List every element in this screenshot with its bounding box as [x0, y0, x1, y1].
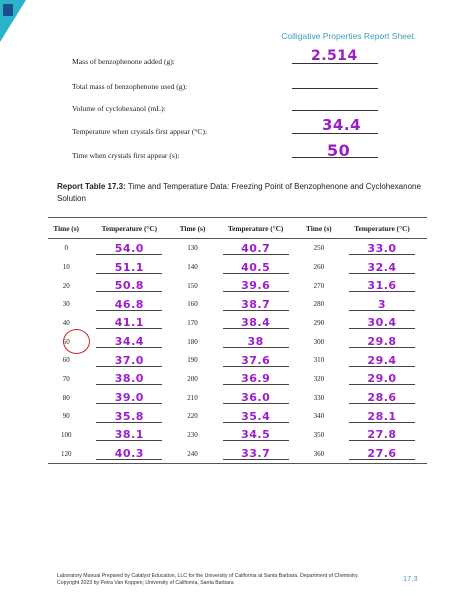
bookmark-icon — [3, 4, 13, 16]
temperature-value: 37.6 — [241, 353, 271, 367]
time-cell: 150 — [187, 281, 198, 290]
temperature-input-line[interactable] — [349, 426, 415, 441]
temperature-value: 50.8 — [114, 279, 144, 293]
temperature-value: 35.8 — [114, 409, 144, 423]
time-cell: 20 — [62, 281, 70, 290]
footer-line-1: Laboratory Manual Prepared by Catalyst Education, LLC for the University of California at Santa Barbara, Department of Chemistry. — [57, 573, 359, 579]
table-row — [48, 276, 427, 295]
time-cell: 80 — [62, 393, 70, 402]
temperature-value: 40.3 — [114, 447, 144, 461]
temperature-cell — [211, 388, 301, 407]
header-time-2: Time (s) — [174, 218, 210, 239]
time-cell: 50 — [62, 337, 70, 346]
temperature-cell — [84, 295, 174, 314]
time-cell: 0 — [64, 244, 68, 253]
table-row — [48, 239, 427, 258]
temperature-cell — [84, 388, 174, 407]
temperature-value: 30.4 — [367, 316, 397, 330]
time-cell: 130 — [187, 244, 198, 253]
time-cell: 330 — [313, 393, 325, 402]
temperature-input-line[interactable] — [96, 333, 162, 348]
table-row — [48, 407, 427, 426]
temperature-cell — [211, 314, 301, 333]
temperature-cell — [211, 426, 301, 445]
temperature-input-line[interactable] — [349, 314, 415, 329]
temperature-value: 40.5 — [241, 260, 271, 274]
time-cell: 250 — [313, 244, 325, 253]
time-cell: 100 — [60, 430, 72, 439]
table-row — [48, 444, 427, 463]
temperature-value: 31.6 — [367, 279, 397, 293]
temperature-value: 32.4 — [367, 260, 397, 274]
field-label-temperature: Temperature when crystals first appear (°C): — [72, 127, 208, 136]
temperature-input-line[interactable] — [96, 296, 162, 311]
temperature-input-line[interactable] — [349, 352, 415, 367]
temperature-input-line[interactable] — [96, 426, 162, 441]
table-row — [48, 295, 427, 314]
field-value-temperature: 34.4 — [322, 116, 362, 134]
temperature-input-line[interactable] — [349, 277, 415, 292]
page-number: 17.3 — [403, 574, 418, 583]
footer-line-2: Copyright 2023 by Petra Van Koppen; University of California, Santa Barbara — [57, 580, 234, 586]
temperature-cell — [337, 258, 427, 277]
temperature-input-line[interactable] — [223, 296, 289, 311]
time-cell: 40 — [62, 318, 70, 327]
table-header-row — [48, 218, 427, 239]
temperature-value: 37.0 — [114, 353, 144, 367]
temperature-cell — [337, 426, 427, 445]
temperature-input-line[interactable] — [223, 314, 289, 329]
temperature-cell — [84, 258, 174, 277]
time-cell: 120 — [48, 444, 84, 463]
header-temp-2: Temperature (°C) — [211, 218, 301, 239]
field-value-mass-added: 2.514 — [311, 48, 358, 64]
time-cell: 200 — [187, 374, 198, 383]
temperature-input-line[interactable] — [349, 240, 415, 255]
field-label-time: Time when crystals first appear (s): — [72, 151, 180, 160]
temperature-cell — [84, 239, 174, 258]
temperature-value: 38.4 — [241, 316, 271, 330]
temperature-input-line[interactable] — [223, 426, 289, 441]
temperature-input-line[interactable] — [349, 333, 415, 348]
temperature-cell — [337, 314, 427, 333]
temperature-input-line[interactable] — [223, 389, 289, 404]
time-cell: 170 — [187, 318, 198, 327]
temperature-input-line[interactable] — [223, 445, 289, 460]
time-cell: 210 — [187, 393, 198, 402]
header-temp-1: Temperature (°C) — [84, 218, 174, 239]
time-cell: 140 — [187, 263, 198, 272]
time-cell: 220 — [187, 412, 198, 421]
temperature-value: 35.4 — [241, 409, 271, 423]
temperature-input-line[interactable] — [96, 352, 162, 367]
table-row — [48, 332, 427, 351]
temperature-value: 29.4 — [367, 353, 397, 367]
field-label-total-mass: Total mass of benzophenone used (g): — [72, 82, 188, 91]
temperature-cell — [211, 370, 301, 389]
temperature-input-line[interactable] — [349, 296, 415, 311]
temperature-value: 38.1 — [114, 428, 144, 442]
temperature-value: 29.8 — [367, 335, 397, 349]
temperature-value: 38.0 — [114, 372, 144, 386]
temperature-cell — [211, 444, 301, 463]
temperature-value: 36.0 — [241, 391, 271, 405]
field-line-volume[interactable] — [292, 110, 378, 111]
temperature-value: 38.7 — [241, 297, 271, 311]
time-cell: 270 — [313, 281, 325, 290]
temperature-value: 40.7 — [241, 241, 271, 255]
temperature-input-line[interactable] — [223, 408, 289, 423]
temperature-cell — [84, 370, 174, 389]
time-cell: 180 — [187, 337, 198, 346]
field-value-time: 50 — [327, 141, 351, 160]
time-cell: 30 — [62, 300, 70, 309]
time-cell: 60 — [62, 356, 70, 365]
temperature-cell — [84, 332, 174, 351]
temperature-value: 34.4 — [114, 335, 144, 349]
table-caption — [57, 181, 437, 205]
temperature-value: 27.6 — [367, 447, 397, 461]
temperature-cell — [211, 332, 301, 351]
temperature-value: 39.6 — [241, 279, 271, 293]
footer — [57, 573, 427, 587]
temperature-cell — [337, 295, 427, 314]
temperature-input-line[interactable] — [96, 259, 162, 274]
temperature-cell — [84, 407, 174, 426]
time-cell: 290 — [313, 318, 325, 327]
temperature-input-line[interactable] — [349, 389, 415, 404]
temperature-value: 36.9 — [241, 372, 271, 386]
time-cell: 190 — [187, 356, 198, 365]
time-cell: 280 — [313, 300, 325, 309]
temperature-cell — [211, 258, 301, 277]
temperature-cell — [211, 295, 301, 314]
temperature-cell — [337, 351, 427, 370]
temperature-input-line[interactable] — [223, 352, 289, 367]
time-cell: 240 — [174, 444, 210, 463]
temperature-cell — [337, 407, 427, 426]
table-row — [48, 314, 427, 333]
header-time-1: Time (s) — [48, 218, 84, 239]
temperature-input-line[interactable] — [96, 445, 162, 460]
temperature-input-line[interactable] — [96, 389, 162, 404]
table-row — [48, 388, 427, 407]
temperature-input-line[interactable] — [349, 259, 415, 274]
temperature-value: 51.1 — [114, 260, 144, 274]
temperature-cell — [337, 388, 427, 407]
temperature-value: 28.1 — [367, 409, 397, 423]
temperature-input-line[interactable] — [223, 259, 289, 274]
temperature-value: 54.0 — [114, 241, 144, 255]
table-row — [48, 370, 427, 389]
temperature-input-line[interactable] — [223, 277, 289, 292]
temperature-cell — [84, 314, 174, 333]
temperature-cell — [211, 239, 301, 258]
header-temp-3: Temperature (°C) — [337, 218, 427, 239]
temperature-input-line[interactable] — [349, 370, 415, 385]
temperature-cell — [211, 276, 301, 295]
temperature-input-line[interactable] — [96, 277, 162, 292]
highlight-circle — [63, 329, 90, 354]
temperature-value: 33.7 — [241, 447, 271, 461]
caption-text: Time and Temperature Data: Freezing Point of Benzophenone and Cyclohexanone Solution — [57, 182, 421, 203]
table-row — [48, 258, 427, 277]
temperature-value: 46.8 — [114, 297, 144, 311]
temperature-cell — [337, 370, 427, 389]
time-cell: 260 — [313, 263, 325, 272]
temperature-input-line[interactable] — [96, 314, 162, 329]
time-cell: 70 — [62, 374, 70, 383]
time-cell: 90 — [62, 412, 70, 421]
temperature-value: 3 — [377, 297, 387, 311]
table-row — [48, 426, 427, 445]
temperature-cell — [337, 444, 427, 463]
time-cell: 160 — [187, 300, 198, 309]
caption-label: Report Table 17.3: — [57, 182, 126, 191]
data-table — [48, 217, 427, 464]
temperature-input-line[interactable] — [96, 240, 162, 255]
temperature-cell — [337, 332, 427, 351]
time-cell: 340 — [313, 412, 325, 421]
field-label-volume: Volume of cyclohexanol (mL): — [72, 104, 166, 113]
temperature-input-line[interactable] — [349, 445, 415, 460]
temperature-cell — [211, 407, 301, 426]
field-label-mass-added: Mass of benzophenone added (g): — [72, 57, 175, 66]
temperature-value: 39.0 — [114, 391, 144, 405]
time-cell: 10 — [62, 263, 70, 272]
temperature-value: 28.6 — [367, 391, 397, 405]
field-line-total-mass[interactable] — [292, 88, 378, 89]
temperature-cell — [211, 351, 301, 370]
temperature-input-line[interactable] — [96, 370, 162, 385]
temperature-value: 33.0 — [367, 241, 397, 255]
time-cell: 350 — [313, 430, 325, 439]
temperature-cell — [84, 351, 174, 370]
time-cell: 230 — [187, 430, 198, 439]
time-cell: 360 — [301, 444, 337, 463]
temperature-value: 27.8 — [367, 428, 397, 442]
temperature-input-line[interactable] — [96, 408, 162, 423]
time-cell: 300 — [313, 337, 325, 346]
temperature-input-line[interactable] — [349, 408, 415, 423]
time-cell: 310 — [313, 356, 325, 365]
page-header: Colligative Properties Report Sheet — [281, 31, 414, 41]
temperature-cell — [337, 239, 427, 258]
temperature-input-line[interactable] — [223, 333, 289, 348]
time-cell: 320 — [313, 374, 325, 383]
temperature-cell — [337, 276, 427, 295]
temperature-cell — [84, 444, 174, 463]
header-time-3: Time (s) — [301, 218, 337, 239]
temperature-input-line[interactable] — [223, 240, 289, 255]
temperature-value: 38 — [247, 335, 264, 349]
temperature-cell — [84, 426, 174, 445]
temperature-cell — [84, 276, 174, 295]
temperature-value: 41.1 — [114, 316, 144, 330]
table-row — [48, 351, 427, 370]
temperature-input-line[interactable] — [223, 370, 289, 385]
temperature-value: 34.5 — [241, 428, 271, 442]
temperature-value: 29.0 — [367, 372, 397, 386]
